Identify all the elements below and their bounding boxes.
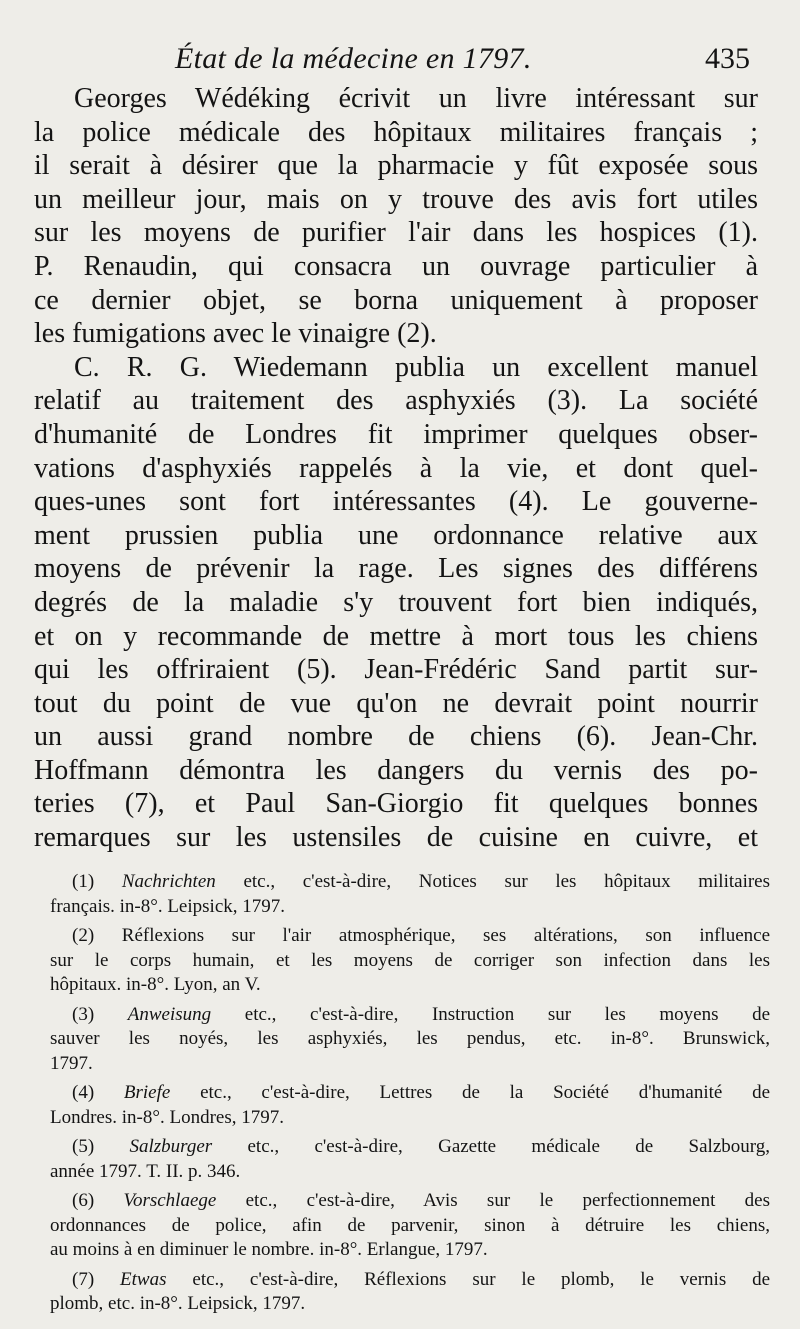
- text-line: et on y recommande de mettre à mort tous les chiens: [34, 620, 758, 652]
- footnote-text: etc., c'est-à-dire, Avis sur le perfectionnement des: [245, 1190, 770, 1211]
- footnote: [50, 924, 770, 998]
- footnote-line: hôpitaux. in-8°. Lyon, an V.: [50, 974, 261, 995]
- text-line: teries (7), et Paul San-Giorgio fit quelques bonnes: [34, 788, 758, 820]
- footnote-line: 1797.: [50, 1052, 93, 1074]
- footnote-marker: (7): [72, 1268, 95, 1290]
- footnote: [50, 1268, 770, 1317]
- footnote: [50, 1189, 770, 1263]
- footnote-text: Réflexions sur l'air atmosphérique, ses altérations, son influence: [121, 925, 771, 946]
- text-line: la police médicale des hôpitaux militaires français ;: [34, 116, 758, 148]
- footnote-line: plomb, etc. in-8°. Leipsick, 1797.: [50, 1293, 306, 1314]
- running-title: État de la médecine en 1797.: [175, 42, 532, 75]
- text-line: relatif au traitement des asphyxiés (3). La société: [34, 385, 758, 417]
- footnote-line: ordonnances de police, afin de parvenir, sinon à détruire les chiens,: [50, 1214, 770, 1236]
- footnote-line: français. in-8°. Leipsick, 1797.: [50, 895, 286, 917]
- footnote-text: etc., c'est-à-dire, Gazette médicale de Salzbourg,: [247, 1136, 770, 1157]
- footnote-text: etc., c'est-à-dire, Lettres de la Société d'humanité de: [200, 1082, 771, 1103]
- text-line: sur les moyens de purifier l'air dans les hospices (1).: [34, 217, 758, 249]
- text-line: remarques sur les ustensiles de cuisine en cuivre, et: [34, 822, 758, 854]
- footnote-title: Anweisung: [127, 1003, 212, 1025]
- footnote-line: [50, 1135, 770, 1160]
- footnote-line: [50, 870, 770, 895]
- footnote-line: [50, 1189, 770, 1214]
- footnote-text: etc., c'est-à-dire, Notices sur les hôpitaux militaires: [243, 871, 771, 892]
- footnote-marker: (6): [72, 1190, 95, 1211]
- footnote: [50, 1003, 770, 1077]
- footnote-marker: (3): [72, 1003, 95, 1025]
- footnote: [50, 870, 770, 919]
- text-line: il serait à désirer que la pharmacie y fût exposée sous: [34, 150, 758, 182]
- footnote-line: sur le corps humain, et les moyens de corriger son infection dans les: [50, 949, 770, 971]
- footnote-title: Salzburger: [129, 1136, 213, 1157]
- footnote-line: sauver les noyés, les asphyxiés, les pendus, etc. in-8°. Brunswick,: [50, 1028, 770, 1049]
- footnote-title: Nachrichten: [121, 871, 216, 892]
- footnotes: [50, 870, 770, 1322]
- text-line: ce dernier objet, se borna uniquement à proposer: [34, 284, 758, 316]
- footnote-line: Londres. in-8°. Londres, 1797.: [50, 1106, 284, 1128]
- text-line: moyens de prévenir la rage. Les signes des différens: [34, 553, 758, 585]
- footnote-line: [50, 924, 770, 949]
- text-line: vations d'asphyxiés rappelés à la vie, et dont quel-: [34, 452, 758, 484]
- text-line: ment prussien publia une ordonnance relative aux: [34, 519, 758, 551]
- text-line: C. R. G. Wiedemann publia un excellent manuel: [74, 351, 758, 383]
- footnote-text: etc., c'est-à-dire, Instruction sur les moyens de: [244, 1003, 771, 1025]
- footnote-marker: (4): [72, 1082, 95, 1103]
- text-line: Hoffmann démontra les dangers du vernis des po-: [34, 754, 758, 786]
- footnote-title: Briefe: [123, 1082, 171, 1103]
- paragraph: [34, 82, 758, 351]
- text-line: un aussi grand nombre de chiens (6). Jean-Chr.: [34, 721, 758, 753]
- footnote-line: au moins à en diminuer le nombre. in-8°. Erlangue, 1797.: [50, 1239, 488, 1260]
- text-line: degrés de la maladie s'y trouvent fort bien indiqués,: [34, 586, 758, 618]
- footnote-line: [50, 1003, 770, 1028]
- footnote-title: Etwas: [120, 1268, 167, 1290]
- footnote-line: année 1797. T. II. p. 346.: [50, 1160, 241, 1182]
- text-line: qui les offriraient (5). Jean-Frédéric Sand partit sur-: [34, 654, 758, 686]
- main-text: [34, 82, 758, 855]
- footnote-marker: (2): [72, 925, 95, 946]
- text-line: P. Renaudin, qui consacra un ouvrage particulier à: [34, 250, 758, 282]
- text-line: un meilleur jour, mais on y trouve des avis fort utiles: [34, 183, 758, 215]
- footnote-line: [50, 1268, 770, 1293]
- footnote: [50, 1135, 770, 1184]
- footnote-line: [50, 1081, 770, 1106]
- text-line: ques-unes sont fort intéressantes (4). Le gouverne-: [34, 486, 758, 518]
- footnote-title: Vorschlaege: [123, 1190, 217, 1211]
- footnote-marker: (1): [72, 871, 95, 892]
- text-line: Georges Wédéking écrivit un livre intéressant sur: [74, 83, 758, 114]
- text-line: tout du point de vue qu'on ne devrait point nourrir: [34, 687, 758, 719]
- footnote-text: etc., c'est-à-dire, Réflexions sur le plomb, le vernis de: [192, 1268, 771, 1290]
- footnote: [50, 1081, 770, 1130]
- paragraph: [34, 351, 758, 855]
- page-number: 435: [705, 42, 750, 75]
- footnote-marker: (5): [72, 1136, 95, 1157]
- running-header: [175, 42, 750, 82]
- text-line: d'humanité de Londres fit imprimer quelques obser-: [34, 418, 758, 450]
- text-line: les fumigations avec le vinaigre (2).: [34, 318, 437, 350]
